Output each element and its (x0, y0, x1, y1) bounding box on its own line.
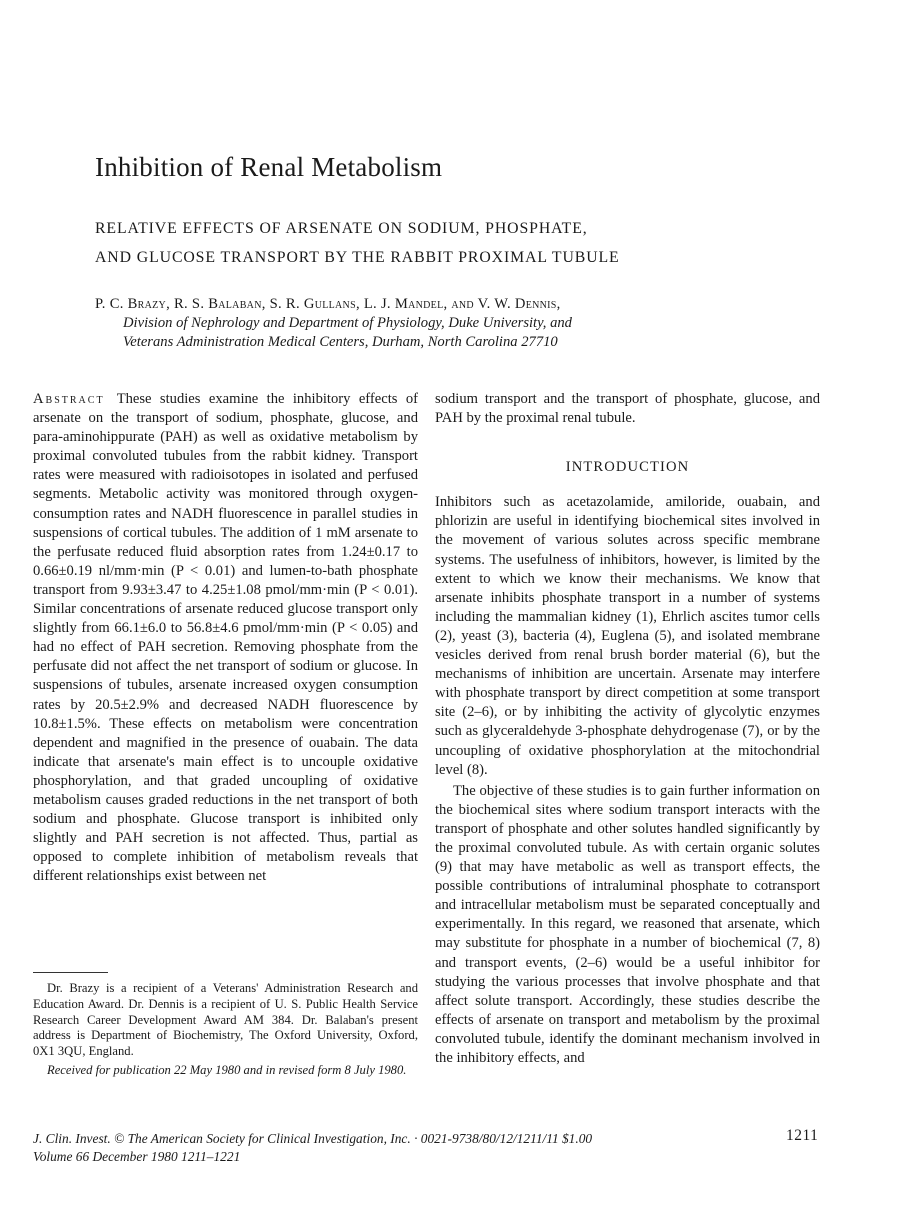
abstract-label: Abstract (33, 391, 105, 407)
volume-info: Volume 66 December 1980 1211–1221 (33, 1149, 241, 1164)
introduction-paragraph-2: The objective of these studies is to gain further information on the biochemical sites where sodium transport interacts with the transport of phosphate and other solutes handled significantly by the proximal convoluted tubule. As with certain organic solutes (9) that may have metabolic as well as transport effects, the possible contributions of intraluminal phosphate to cotransport and intracellular metabolism must be separated conceptually and experimentally. In this regard, we reasoned that arsenate, which may substitute for phosphate in a number of biochemical (7, 8) and transport events, (2–6) would be a useful inhibitor for studying the various processes that involve phosphate and that affect solute transport. Accordingly, these studies describe the effects of arsenate on transport and metabolism by the proximal convoluted tubule, identify the dominant mechanism involved in the inhibitory effects, and (435, 782, 820, 1066)
author-block (95, 295, 795, 352)
footnote-divider (33, 972, 108, 973)
funding-footnote: Dr. Brazy is a recipient of a Veterans' Administration Research and Education Award. Dr. Dennis is a recipient of U. S. Public Health Service Research Career Development Award AM 384. Dr. Balaban's present address is Department of Biochemistry, The Oxford University, Oxford, 0X1 3QU, England. (33, 981, 418, 1059)
page-number: 1211 (786, 1127, 819, 1144)
introduction-heading: INTRODUCTION (565, 459, 690, 476)
journal-citation: J. Clin. Invest. © The American Society for Clinical Investigation, Inc. · 0021-9738/80/12/1211/11 $1.00 (33, 1131, 593, 1146)
right-column (435, 390, 820, 1068)
article-subtitle (95, 214, 620, 272)
journal-footer (33, 1130, 592, 1166)
introduction-paragraph-1: Inhibitors such as acetazolamide, amiloride, ouabain, and phlorizin are useful in identifying biochemical sites involved in the movement of various solutes across specific membrane systems. The usefulness of inhibitors, however, is limited by the extent to which we know their mechanisms. We know that arsenate inhibits phosphate transport in a number of systems including the mammalian kidney (1), Ehrlich ascites tumor cells (2), yeast (3), bacteria (4), Euglena (5), and isolated membrane vesicles derived from renal brush border material (6), but the mechanisms of inhibition are uncertain. Arsenate may interfere with phosphate transport by direct competition at some transport site (2–6), or by inhibiting the activity of glycolytic enzymes such as glyceraldehyde 3-phosphate dehydrogenase (7), or by the uncoupling of oxidative phosphorylation at the mitochondrial level (8). (435, 494, 820, 778)
subtitle-line-2: AND GLUCOSE TRANSPORT BY THE RABBIT PROXIMAL TUBULE (95, 249, 620, 266)
footnotes (33, 981, 418, 1079)
abstract (33, 390, 418, 886)
author-names: P. C. Brazy, R. S. Balaban, S. R. Gullans, L. J. Mandel, and V. W. Dennis, (95, 296, 561, 312)
abstract-text: These studies examine the inhibitory effects of arsenate on the transport of sodium, phosphate, glucose, and para-aminohippurate (PAH) as well as oxidative metabolism by proximal convoluted tubules from the rabbit kidney. Transport rates were measured with radioisotopes in isolated and perfused segments. Metabolic activity was monitored through oxygen-consumption rates and NADH fluorescence in parallel studies in suspensions of cortical tubules. The addition of 1 mM arsenate to the perfusate reduced fluid absorption rates from 1.24±0.17 to 0.66±0.19 nl/mm·min (P < 0.01) and lumen-to-bath phosphate transport from 9.93±3.47 to 4.25±1.08 pmol/mm·min (P < 0.01). Similar concentrations of arsenate reduced glucose transport only slightly from 66.1±6.0 to 56.8±4.6 pmol/mm·min (P < 0.05) and had no effect of PAH secretion. Removing phosphate from the perfusate did not affect the net transport of sodium or glucose. In suspensions of tubules, arsenate increased oxygen consumption rates by 20.5±2.9% and decreased NADH fluorescence by 10.8±1.5%. These effects on metabolism were concentration dependent and magnified in the presence of ouabain. The data indicate that arsenate's main effect is to uncouple oxidative phosphorylation, and that graded uncoupling of oxidative metabolism causes graded reductions in the net transport of both sodium and phosphate. Glucose transport is inhibited only slightly and PAH secretion is not affected. Thus, partial as opposed to complete inhibition of metabolism reveals that different relationships exist between net (33, 391, 418, 885)
subtitle-line-1: RELATIVE EFFECTS OF ARSENATE ON SODIUM, PHOSPHATE, (95, 220, 588, 237)
affiliation-line-2: Veterans Administration Medical Centers, Durham, North Carolina 27710 (123, 334, 558, 350)
article-title: Inhibition of Renal Metabolism (95, 152, 443, 182)
affiliation-line-1: Division of Nephrology and Department of Physiology, Duke University, and (123, 315, 572, 331)
left-column (33, 390, 418, 886)
abstract-continuation: sodium transport and the transport of phosphate, glucose, and PAH by the proximal renal tubule. (435, 391, 820, 427)
received-date-footnote: Received for publication 22 May 1980 and in revised form 8 July 1980. (47, 1062, 407, 1077)
